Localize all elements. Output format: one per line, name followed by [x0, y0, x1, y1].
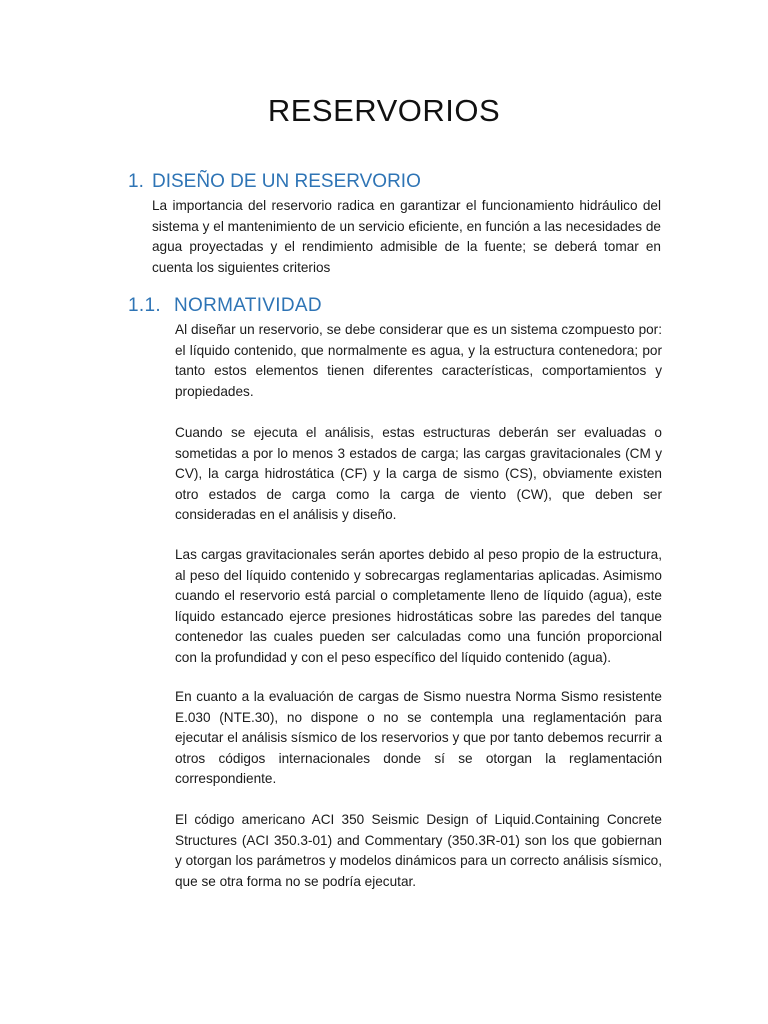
- paragraph-composicion: Al diseñar un reservorio, se debe considerar que es un sistema czompuesto por: el líquido contenido, que normalmente es agua, y la estructura contenedora; por tanto estos elementos tienen diferentes características, comportamientos y propiedades.: [175, 322, 662, 399]
- paragraph-codigo-aci-350: El código americano ACI 350 Seismic Design of Liquid.Containing Concrete Structures (ACI 350.3-01) and Commentary (350.3R-01) son los que gobiernan y otorgan los parámetros y modelos dinámicos para un correcto análisis sísmico, que se otra forma no se podría ejecutar.: [175, 812, 662, 889]
- subsection-heading-normatividad: [128, 295, 322, 317]
- paragraph-cargas-sismo: En cuanto a la evaluación de cargas de Sismo nuestra Norma Sismo resistente E.030 (NTE.30), no dispone o no se contempla una reglamentación para ejecutar el análisis sísmico de los reservorios y que por tanto debemos recurrir a otros códigos internacionales donde sí se otorgan la reglamentación correspondiente.: [175, 689, 662, 787]
- subsection-number: 1.1.: [128, 295, 161, 316]
- section-heading-diseno: [128, 171, 421, 193]
- section-heading-text: DISEÑO DE UN RESERVORIO: [152, 171, 421, 192]
- section-intro-paragraph: La importancia del reservorio radica en garantizar el funcionamiento hidráulico del sistema y el mantenimiento de un servicio eficiente, en función a las necesidades de agua proyectadas y el rendimiento admisible de la fuente; se deberá tomar en cuenta los siguientes criterios: [152, 198, 661, 275]
- paragraph-cargas-gravitacionales: Las cargas gravitacionales serán aportes debido al peso propio de la estructura, al peso del líquido contenido y sobrecargas reglamentarias aplicadas. Asimismo cuando el reservorio está parcial o completamente lleno de líquido (agua), este líquido estancado ejerce presiones hidrostáticas sobre las paredes del tanque contenedor las cuales pueden ser calculadas como una función proporcional con la profundidad y con el peso específico del líquido contenido (agua).: [175, 547, 662, 665]
- document-title: RESERVORIOS: [267, 93, 501, 128]
- subsection-heading-text: NORMATIVIDAD: [174, 295, 322, 316]
- paragraph-estados-de-carga: Cuando se ejecuta el análisis, estas estructuras deberán ser evaluadas o sometidas a por lo menos 3 estados de carga; las cargas gravitacionales (CM y CV), la carga hidrostática (CF) y la carga de sismo (CS), obviamente existen otro estados de carga como la carga de viento (CW), que deben ser consideradas en el análisis y diseño.: [175, 425, 662, 523]
- section-number: 1.: [128, 171, 144, 192]
